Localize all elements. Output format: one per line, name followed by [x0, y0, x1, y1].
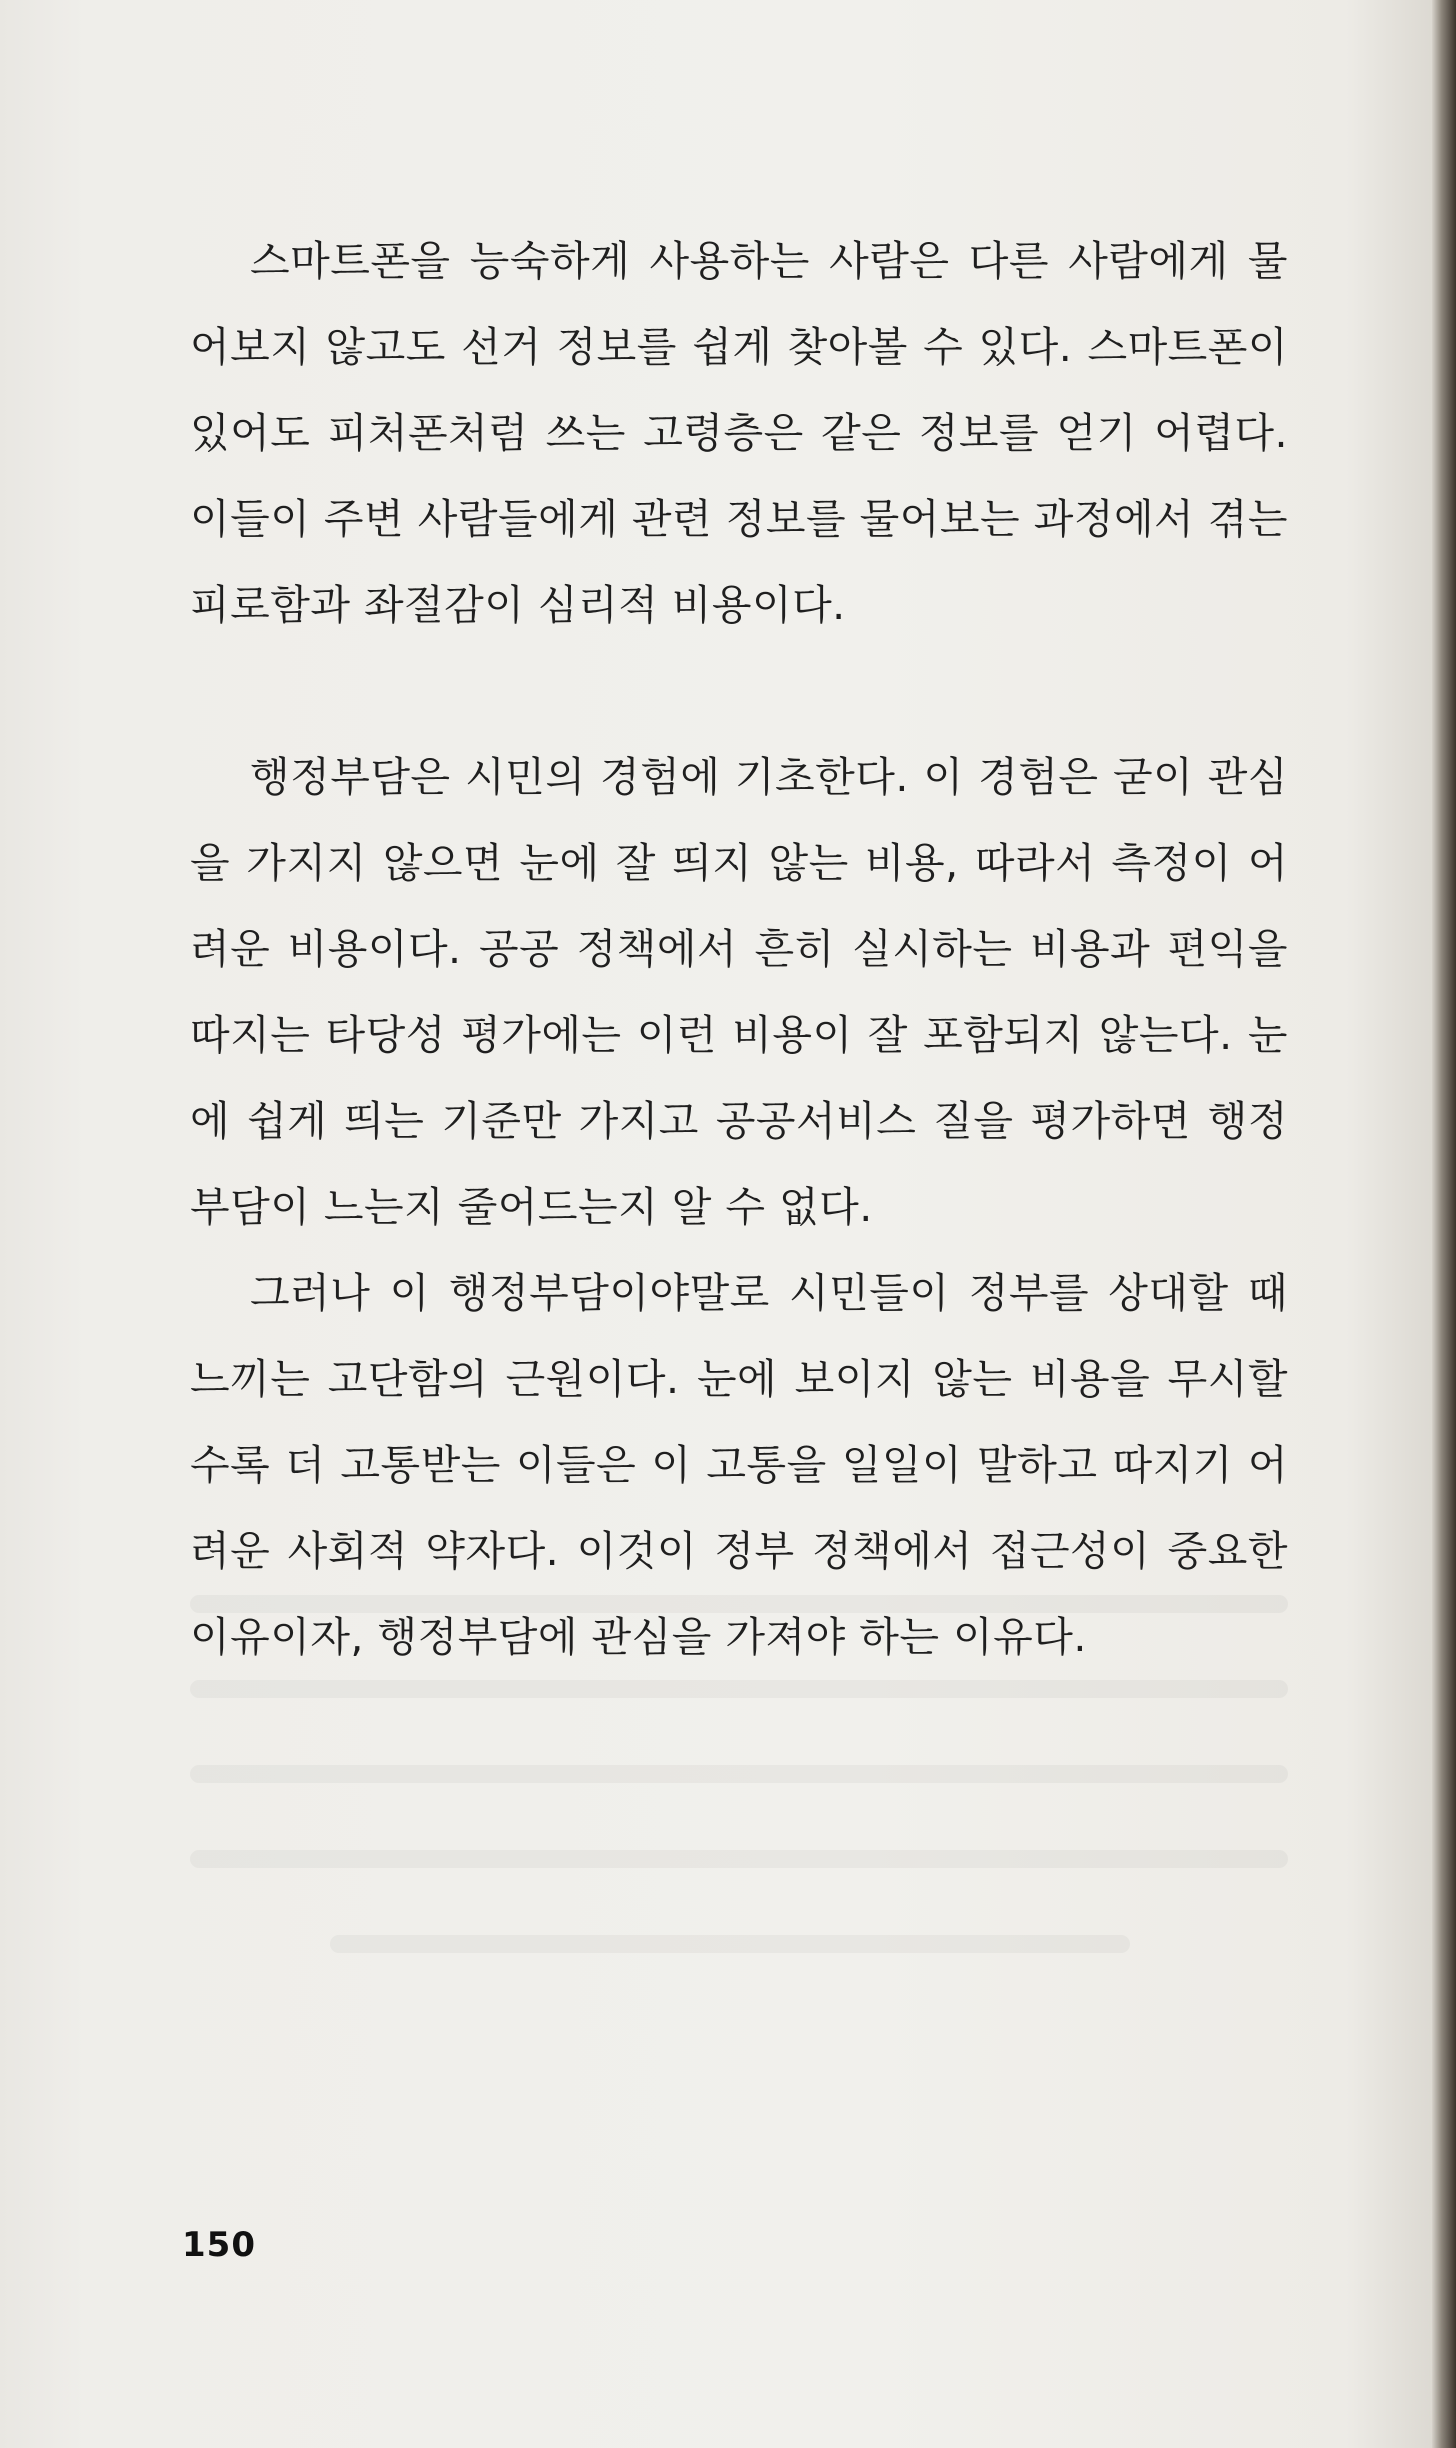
body-text: [190, 218, 1288, 1680]
page-edge: [1432, 0, 1456, 2448]
show-through-line: [190, 1765, 1288, 1783]
paragraph-break: [190, 648, 1288, 734]
show-through-line: [190, 1680, 1288, 1698]
show-through-line: [190, 1850, 1288, 1868]
show-through-line: [330, 1935, 1130, 1953]
page-number: 150: [182, 2225, 256, 2265]
paragraph: 스마트폰을 능숙하게 사용하는 사람은 다른 사람에게 물어보지 않고도 선거 정보를 쉽게 찾아볼 수 있다. 스마트폰이 있어도 피처폰처럼 쓰는 고령층은 같은 정보를 얻기 어렵다. 이들이 주변 사람들에게 관련 정보를 물어보는 과정에서 겪는 피로함과 좌절감이 심리적 비용이다.: [190, 237, 1288, 629]
paragraph: 행정부담은 시민의 경험에 기초한다. 이 경험은 굳이 관심을 가지지 않으면 눈에 잘 띄지 않는 비용, 따라서 측정이 어려운 비용이다. 공공 정책에서 흔히 실시하는 비용과 편익을 따지는 타당성 평가에는 이런 비용이 잘 포함되지 않는다. 눈에 쉽게 띄는 기준만 가지고 공공서비스 질을 평가하면 행정부담이 느는지 줄어드는지 알 수 없다.: [190, 753, 1288, 1231]
paragraph: 그러나 이 행정부담이야말로 시민들이 정부를 상대할 때 느끼는 고단함의 근원이다. 눈에 보이지 않는 비용을 무시할수록 더 고통받는 이들은 이 고통을 일일이 말하고 따지기 어려운 사회적 약자다. 이것이 정부 정책에서 접근성이 중요한 이유이자, 행정부담에 관심을 가져야 하는 이유다.: [190, 1269, 1288, 1661]
